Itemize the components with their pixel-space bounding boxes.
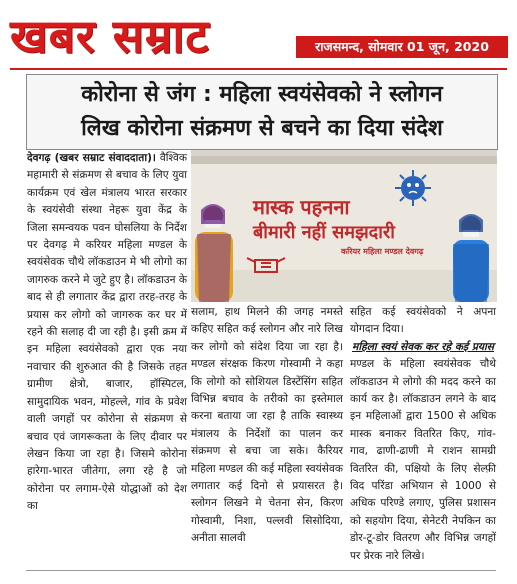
newspaper-logo: खबर सम्राट [10, 9, 210, 63]
column-3-text: मण्डल के महिला स्वयंसेवक चौथे लॉकडाउन मे लोगो की मदद करने का कार्य कर है। लॉकडाउन लगने के बाद इन महिलाओं द्वारा 1500 से अधिक मास्क बनाकर वितरित किए, गांव-गाव, ढाणी-ढाणी मे राशन सामग्री वितरित की, पक्षियो के लिए सेल्फ़ी विद परिंडा अभियान से 1000 से अधिक परिण्डे लगाए, पुलिस प्रशासन को सहयोग दिया, सेनेटरी नेपकिन का डोर-टू-डोर वितरण और विभिन्न जगहों पर प्रेरक नारे लिखे। [350, 358, 496, 562]
headline-line-1: कोरोना से जंग : महिला स्वयंसेवको ने स्लोगन [81, 82, 443, 107]
dateline: राजसमन्द, सोमवार 01 जून, 2020 [296, 36, 508, 58]
article-column-3 [350, 304, 496, 565]
article-column-2 [191, 304, 343, 548]
byline: देवगढ़ (खबर सम्राट संवाददाता)। [27, 152, 156, 164]
column-2-text: सलाम, हाथ मिलने की जगह नमस्ते कहिए सहित कई स्लोगन और नारे लिख कर लोगो को संदेश दिया जा रहा है। मण्डल संरक्षक किरण गोस्वामी ने कहा कि लोगो को सोशियल डिस्टेंसिंग सहित विभिन्न बचाव के तरीको का इस्तेमाल करना बताया जा रहा है ताकि स्वास्थ्य मंत्रालय के निर्देशों का पालन कर संक्रमण से बचा जा सके। कैरियर महिला मण्डल की कई महिला स्वयंसेवक लगातार कई दिनो से प्रयासरत है। स्लोगन लिखने मे चेतना सेन, किरण गोस्वामी, निशा, पल्लवी सिसोदिया, अनीता सालवी [191, 306, 343, 545]
masthead-rule [10, 68, 507, 70]
headline-line-2: लिख कोरोना संक्रमण से बचने का दिया संदेश [81, 116, 443, 141]
coronavirus-icon [395, 170, 431, 206]
bottom-rule [26, 570, 496, 571]
masthead [0, 0, 517, 72]
wall-signature: करियर महिला मण्डल देवगढ़ [341, 247, 424, 256]
headline-box [26, 74, 498, 150]
wall-slogan-line-1: मास्क पहनना [253, 195, 350, 219]
article-photo [191, 150, 497, 302]
subheading: महिला स्वयं सेवक कर रहे कई प्रयास [352, 340, 494, 353]
column-1-text: वैश्विक महामारी से संक्रमण से बचाव के लिए युवा कार्यक्रम एवं खेल मंत्रालय भारत सरकार के स्वयंसेवी संस्था नेहरू युवा केंद्र के जिला समन्वयक पवन घोसलिया के निर्देश पर देवगढ़ मे करियर महिला मण्डल के स्वयंसेवक चौथे लॉकडाउन मे भी लोगो का जागरुक करने मे जुटे हुए है। लॉकडाउन के बाद से ही लगातार केंद्र द्वारा तरह-तरह के प्रयास कर लोगो को जागरुक कर घर में रहने की सलाह दी जा रही है। इसी क्रम में इन महिला स्वयंसेवको द्वारा एक नया नवाचार की शुरुआत की है जिसके तहत ग्रामीण क्षेत्रो, बाजार, हॉस्पिटल, सामुदायिक भवन, मोहल्ले, गांव के प्रवेश वाली जगहों पर कोरोना से संक्रमण से बचाव एवं जागरूकता के लिए दीवार पर लेखन किया जा रहा है। जिसमे कोरोना हारेगा-भारत जीतेगा, लगा रहे है जो कोरोना पर लगाम-ऐसे योद्धाओं को देश का [27, 152, 188, 513]
wall-photo-illustration [191, 150, 497, 302]
article-column-1 [27, 150, 187, 516]
wall-slogan-line-2: बीमारी नहीं समझदारी [253, 222, 395, 243]
column-3-top-text: सहित कई स्वयंसेवको ने अपना योगदान दिया। [350, 306, 496, 336]
